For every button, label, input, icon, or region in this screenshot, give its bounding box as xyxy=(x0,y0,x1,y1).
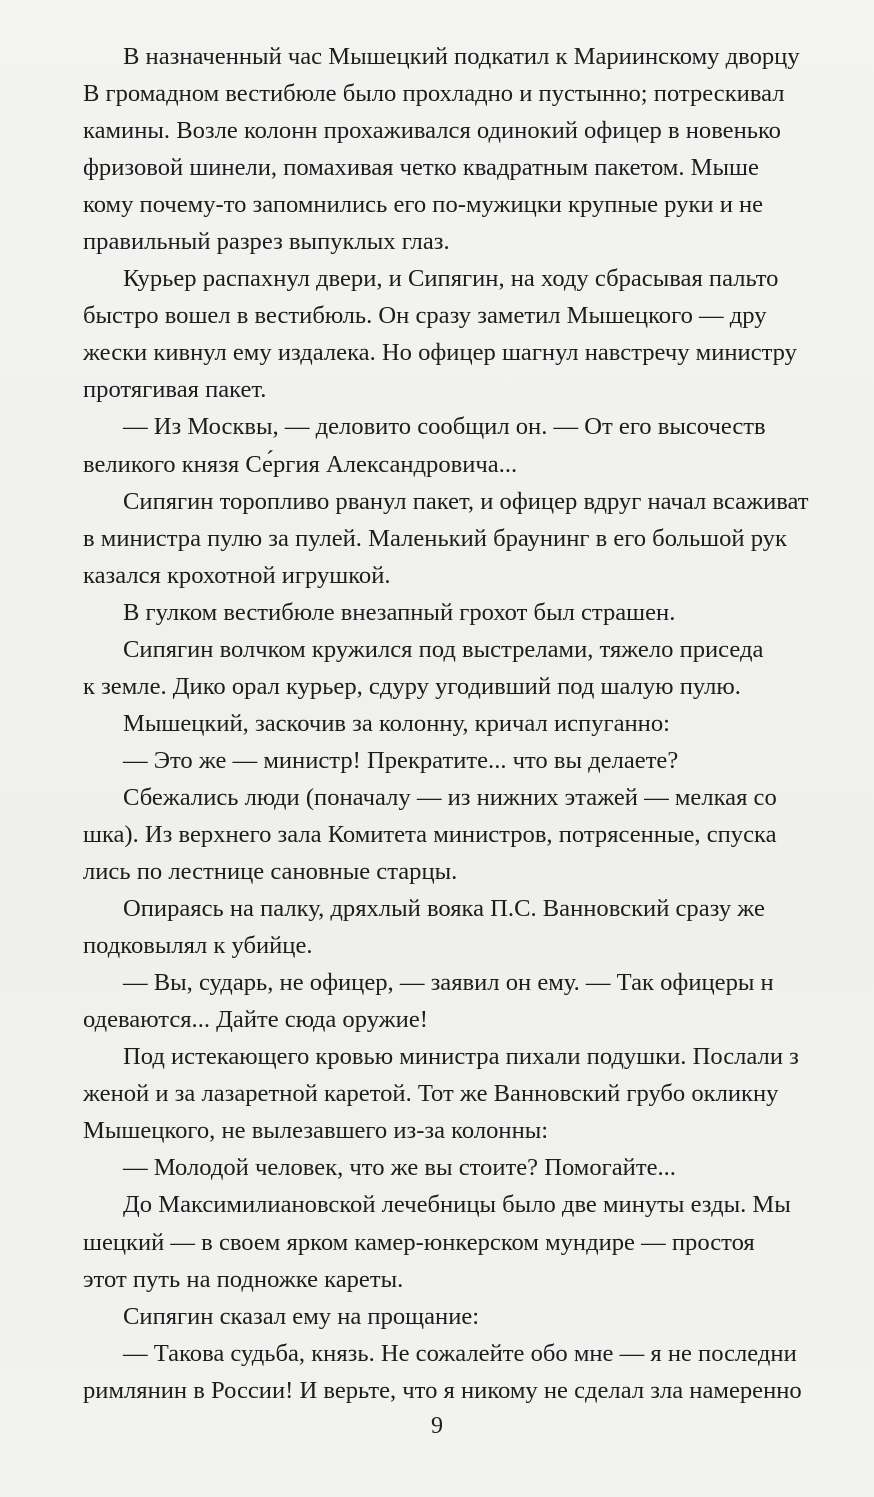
text-line: В громадном вестибюле было прохладно и пустынно; потрескивал xyxy=(83,80,785,108)
text-line: к земле. Дико орал курьер, сдуру угодивший под шалую пулю. xyxy=(83,672,741,700)
page-number: 9 xyxy=(431,1413,443,1439)
text-line: жески кивнул ему издалека. Но офицер шагнул навстречу министру xyxy=(83,339,797,367)
text-line: одеваются... Дайте сюда оружие! xyxy=(83,1006,428,1034)
text-line: — Вы, сударь, не офицер, — заявил он ему. — Так офицеры н xyxy=(123,969,774,997)
text-line: лись по лестнице сановные старцы. xyxy=(83,858,458,886)
text-line: — Из Москвы, — деловито сообщил он. — От его высочеств xyxy=(123,413,766,441)
text-line: Курьер распахнул двери, и Сипягин, на ходу сбрасывая пальто xyxy=(123,265,779,293)
text-line: Сипягин волчком кружился под выстрелами, тяжело приседа xyxy=(123,635,764,663)
text-line: правильный разрез выпуклых глаз. xyxy=(83,228,450,256)
text-line: Мышецкий, заскочив за колонну, кричал испуганно: xyxy=(123,709,670,737)
text-line: казался крохотной игрушкой. xyxy=(83,561,391,589)
text-line: протягивая пакет. xyxy=(83,376,267,404)
text-line: Под истекающего кровью министра пихали подушки. Послали з xyxy=(123,1043,799,1071)
text-line: женой и за лазаретной каретой. Тот же Ванновский грубо окликну xyxy=(83,1080,779,1108)
text-line: — Такова судьба, князь. Не сожалейте обо мне — я не последни xyxy=(123,1339,797,1367)
text-line: в министра пулю за пулей. Маленький браунинг в его большой рук xyxy=(83,524,787,552)
text-line: Сипягин торопливо рванул пакет, и офицер вдруг начал всаживат xyxy=(123,487,809,515)
text-line: шецкий — в своем ярком камер-юнкерском мундире — простоя xyxy=(83,1228,755,1256)
text-line: камины. Возле колонн прохаживался одинокий офицер в новенько xyxy=(83,117,781,145)
text-line: быстро вошел в вестибюль. Он сразу заметил Мышецкого — дру xyxy=(83,302,767,330)
text-line: Опираясь на палку, дряхлый вояка П.С. Ванновский сразу же xyxy=(123,895,765,923)
text-line: В гулком вестибюле внезапный грохот был страшен. xyxy=(123,598,676,626)
text-line: этот путь на подножке кареты. xyxy=(83,1265,404,1293)
text-line: кому почему-то запомнились его по-мужицки крупные руки и не xyxy=(83,191,764,219)
text-line: В назначенный час Мышецкий подкатил к Мариинскому дворцу xyxy=(123,43,800,70)
text-line: великого князя Се́ргия Александровича... xyxy=(83,450,518,478)
text-line: фризовой шинели, помахивая четко квадратным пакетом. Мыше xyxy=(83,154,759,182)
text-line: подковылял к убийце. xyxy=(83,932,313,960)
text-line: До Максимилиановской лечебницы было две минуты езды. Мы xyxy=(123,1191,791,1219)
text-line: — Молодой человек, что же вы стоите? Помогайте... xyxy=(123,1154,676,1182)
text-line: Сипягин сказал ему на прощание: xyxy=(123,1302,480,1330)
text-line: римлянин в России! И верьте, что я никому не сделал зла намеренно xyxy=(83,1376,802,1404)
text-line: — Это же — министр! Прекратите... что вы делаете? xyxy=(123,746,679,774)
page-text xyxy=(83,38,874,1409)
text-line: Мышецкого, не вылезавшего из-за колонны: xyxy=(83,1117,549,1145)
text-line: Сбежались люди (поначалу — из нижних этажей — мелкая со xyxy=(123,783,777,811)
text-line: шка). Из верхнего зала Комитета министров, потрясенные, спуска xyxy=(83,820,777,848)
